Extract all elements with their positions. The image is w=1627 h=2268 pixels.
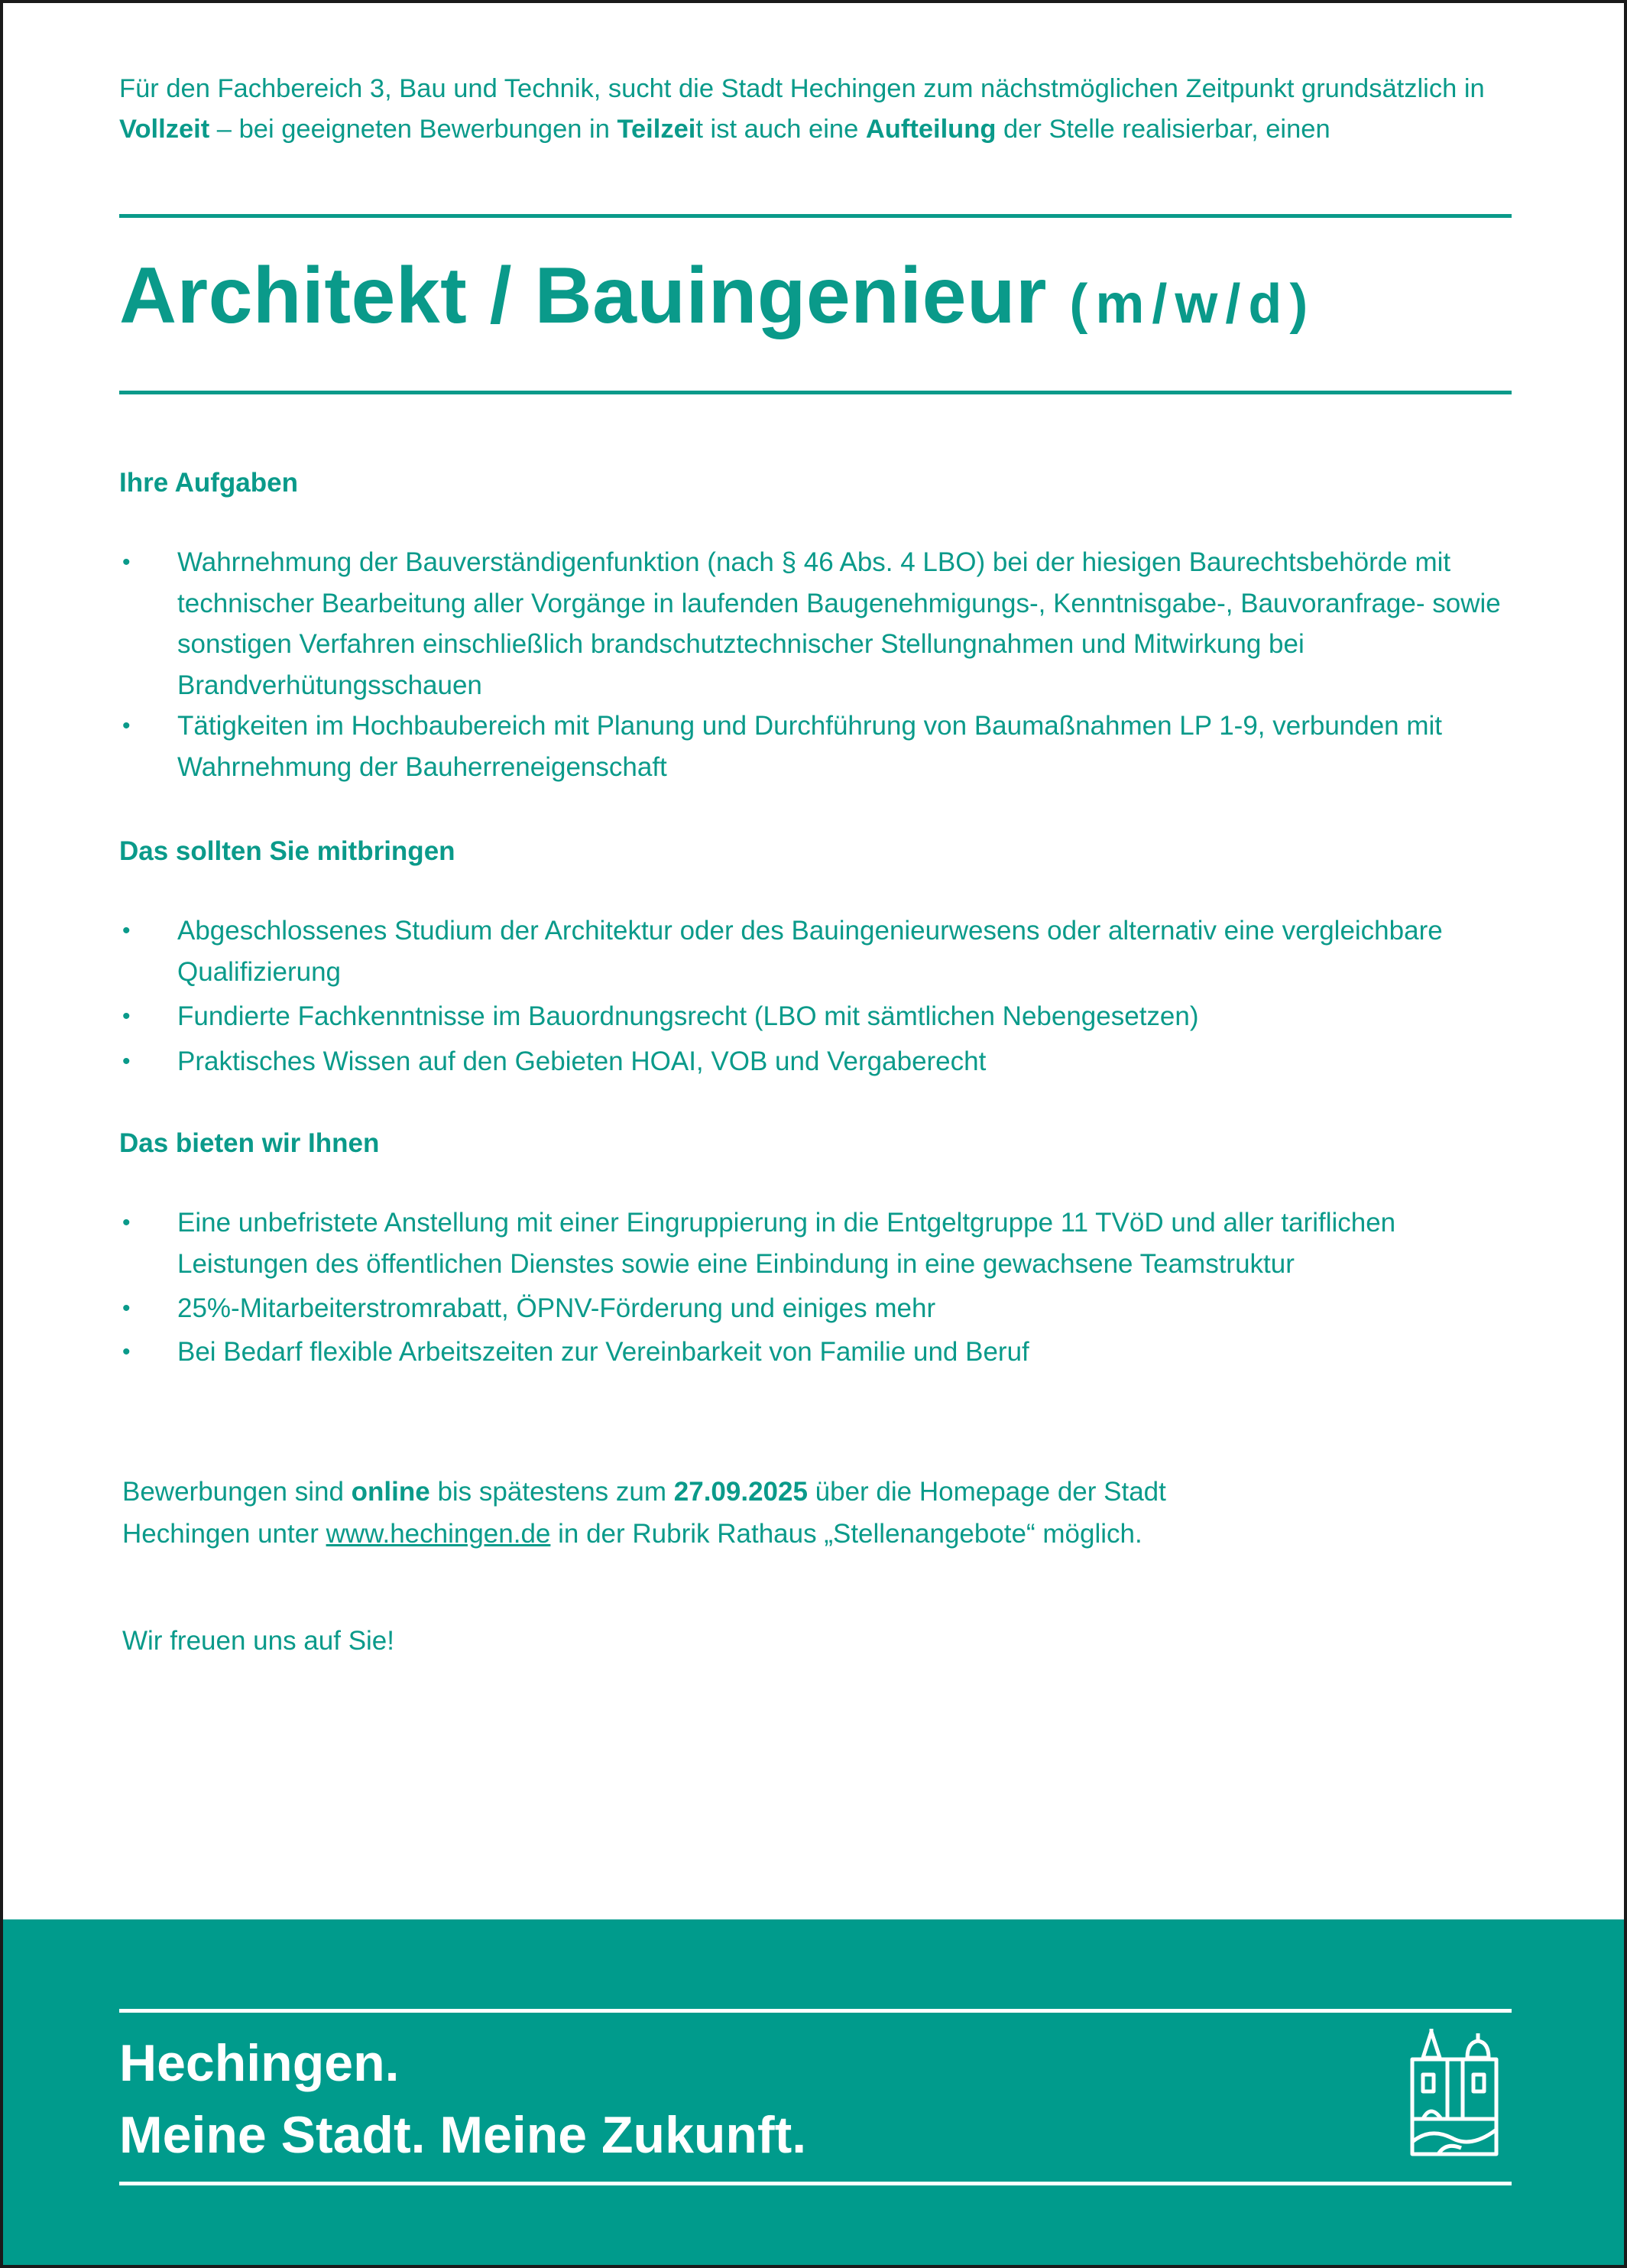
list-item-text: Tätigkeiten im Hochbaubereich mit Planung und Durchführung von Baumaßnahmen LP 1-9, verbunden mit Wahrnehmung der Bauherreneigenschaft — [177, 711, 1443, 782]
bullet-icon: • — [122, 713, 131, 738]
list-item — [119, 1288, 1525, 1329]
top-divider — [119, 214, 1512, 218]
list-item — [119, 910, 1525, 992]
application-line-2 — [122, 1513, 1513, 1555]
intro-split: Aufteilung — [865, 115, 997, 144]
section-requirements — [119, 832, 1525, 1082]
apply-text: Hechingen unter — [122, 1519, 326, 1549]
list-item — [119, 1202, 1525, 1284]
closing-text: Wir freuen uns auf Sie! — [122, 1626, 394, 1656]
section-offer — [119, 1124, 1525, 1372]
apply-online: online — [351, 1477, 430, 1507]
intro-parttime: Teilzei — [617, 115, 696, 144]
website-link[interactable]: www.hechingen.de — [326, 1519, 551, 1549]
list-item — [119, 996, 1525, 1037]
apply-text: bis spätestens zum — [429, 1477, 674, 1507]
list-item-text: 25%-Mitarbeiterstromrabatt, ÖPNV-Förderung und einiges mehr — [177, 1293, 936, 1323]
bullet-icon: • — [122, 1210, 131, 1235]
bullet-icon: • — [122, 1048, 131, 1074]
intro-part-1: Für den Fachbereich 3, Bau und Technik, sucht die Stadt Hechingen zum nächstmöglichen Zeitpunkt grundsätzlich in — [119, 74, 1485, 103]
offer-list — [119, 1202, 1525, 1372]
intro-fulltime: Vollzeit — [119, 115, 210, 144]
list-item-text: Abgeschlossenes Studium der Architektur oder des Bauingenieurwesens oder alternativ eine vergleichbare Qualifizierung — [177, 916, 1443, 987]
list-item — [119, 542, 1525, 706]
footer-bottom-divider — [119, 2182, 1512, 2185]
hechingen-towers-logo-icon — [1408, 2027, 1501, 2159]
intro-part-3: t ist auch eine — [695, 115, 866, 144]
section-heading: Das bieten wir Ihnen — [119, 1128, 380, 1158]
list-item-text: Bei Bedarf flexible Arbeitszeiten zur Vereinbarkeit von Familie und Beruf — [177, 1336, 1029, 1367]
job-title-text: Architekt / Bauingenieur — [119, 251, 1047, 340]
title-divider — [119, 391, 1512, 394]
bullet-icon: • — [122, 918, 131, 943]
list-item — [119, 1332, 1525, 1373]
requirements-list — [119, 910, 1525, 1082]
list-item — [119, 706, 1525, 787]
section-heading: Ihre Aufgaben — [119, 468, 298, 498]
apply-text: in der Rubrik Rathaus „Stellenangebote“ möglich. — [550, 1519, 1142, 1549]
section-heading: Das sollten Sie mitbringen — [119, 836, 455, 866]
slogan-line-1: Hechingen. — [119, 2034, 400, 2092]
bullet-icon: • — [122, 1296, 131, 1321]
apply-text: Bewerbungen sind — [122, 1477, 352, 1507]
list-item-text: Praktisches Wissen auf den Gebieten HOAI, VOB und Vergaberecht — [177, 1046, 987, 1076]
slogan-line-2: Meine Stadt. Meine Zukunft. — [119, 2106, 807, 2164]
application-info — [122, 1471, 1513, 1555]
apply-deadline: 27.09.2025 — [673, 1477, 808, 1507]
tasks-list — [119, 542, 1525, 787]
list-item-text: Fundierte Fachkenntnisse im Bauordnungsrecht (LBO mit sämtlichen Nebengesetzen) — [177, 1001, 1199, 1031]
job-title — [119, 246, 1315, 354]
intro-text — [119, 69, 1525, 150]
intro-part-4: der Stelle realisierbar, einen — [996, 115, 1330, 144]
list-item-text: Wahrnehmung der Bauverständigenfunktion (nach § 46 Abs. 4 LBO) bei der hiesigen Baurechtsbehörde mit technischer Bearbeitung aller Vorgänge in laufenden Baugenehmigungs-, Kenntnisgabe-, Bauvoranfrage- sowie sonstigen Verfahren einschließlich brandschutztechnischer Stellungnahmen und Mitwirkung bei Brandverhütungsschauen — [177, 547, 1501, 700]
list-item — [119, 1041, 1525, 1082]
footer-top-divider — [119, 2009, 1512, 2013]
list-item-text: Eine unbefristete Anstellung mit einer Eingruppierung in die Entgeltgruppe 11 TVöD und aller tariflichen Leistungen des öffentlichen Dienstes sowie eine Einbindung in eine gewachsene Teamstruktur — [177, 1208, 1396, 1279]
application-line-1 — [122, 1471, 1513, 1513]
bullet-icon: • — [122, 1338, 131, 1364]
apply-text: über die Homepage der Stadt — [807, 1477, 1166, 1507]
gender-suffix: (m/w/d) — [1069, 274, 1316, 335]
section-tasks — [119, 464, 1525, 787]
intro-part-2: – bei geeigneten Bewerbungen in — [209, 115, 617, 144]
footer-slogan — [119, 2027, 806, 2171]
bullet-icon: • — [122, 1004, 131, 1029]
bullet-icon: • — [122, 550, 131, 575]
